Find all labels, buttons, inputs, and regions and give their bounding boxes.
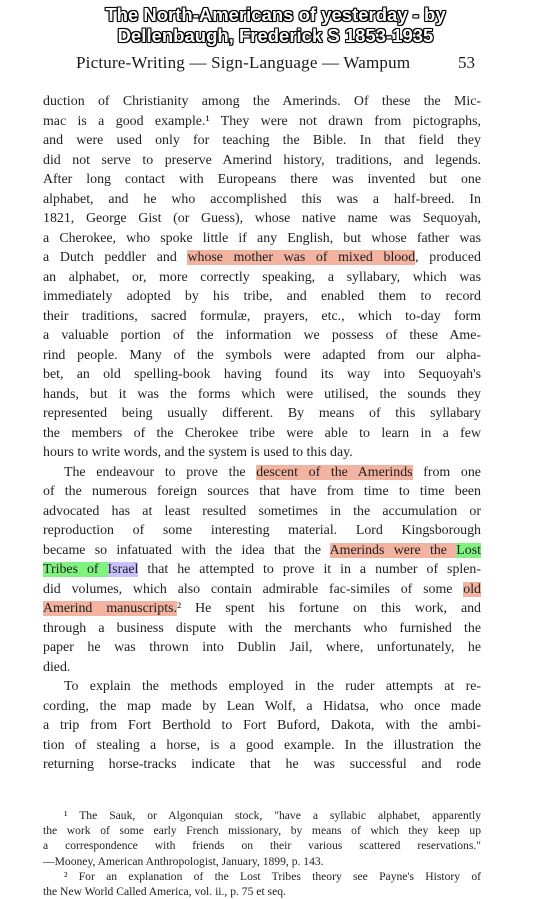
footnote-line: a correspondence with friends on their various scattered reservations.": [43, 839, 481, 853]
text-line: duction of Christianity among the Amerinds. Of these the Mic-: [43, 94, 481, 109]
text-line: represented being usually different. By means of this syllabary: [43, 406, 481, 421]
highlight-red: whose mother was of mixed blood: [187, 250, 416, 265]
document-title: [0, 4, 551, 46]
text-line: did not serve to preserve Amerind history, traditions, and legends.: [43, 152, 481, 168]
highlight-red: Amerinds were the: [329, 542, 457, 558]
highlight-blue: Israel: [107, 562, 139, 577]
text-line: advocated has at least resulted sometimes in the accumulation or: [43, 503, 481, 519]
text-line: of the numerous foreign sources that have from time to time been: [43, 484, 481, 499]
text-line: Amerind manuscripts.² He spent his fortune on this work, and: [43, 601, 482, 616]
page-number: 53: [458, 53, 475, 72]
text-line: and were used only for teaching the Bible. In that field they: [43, 133, 481, 148]
text-line: did volumes, which also contain admirable fac-similes of some old: [43, 581, 481, 597]
highlight-red: old: [463, 581, 481, 597]
text-line: a valuable portion of the information we possess of these Ame-: [43, 328, 481, 343]
text-line: After long contact with Europeans there was invented but one: [43, 172, 481, 187]
highlight-green: Tribes of: [43, 562, 108, 577]
text-line: cording, the map made by Lean Wolf, a Hidatsa, who once made: [43, 698, 481, 714]
text-line: rind people. Many of the symbols were adapted from our alpha-: [43, 347, 481, 363]
title-line-1: The North-Americans of yesterday - by: [105, 4, 446, 25]
text-line: a trip from Fort Berthold to Fort Buford, Dakota, with the ambi-: [43, 718, 481, 733]
text-line: the members of the Cherokee tribe were able to learn in a few: [43, 425, 481, 441]
footnote-line: ¹ The Sauk, or Algonquian stock, "have a syllabic alphabet, apparently: [64, 809, 481, 822]
text-line: hands, but it was the forms which were utilised, the sounds they: [43, 386, 481, 402]
text-line: became so infatuated with the idea that the Amerinds were the Lost: [43, 542, 481, 558]
footnote-line: the work of some early French missionary, by means of which they keep up: [43, 824, 481, 838]
text-line: immediately adopted by his tribe, and enabled them to record: [43, 289, 481, 304]
footnote-line: —Mooney, American Anthropologist, January, 1899, p. 143.: [43, 854, 324, 868]
text-line: alphabet, and he who accomplished this was a half-breed. In: [43, 191, 481, 207]
text-line: an alphabet, or, more correctly speaking, a syllabary, which was: [43, 269, 481, 285]
highlight-green: Lost: [456, 542, 481, 558]
text-line: bet, an old spelling-book having found its way into Sequoyah's: [43, 367, 481, 382]
text-line: died.: [43, 659, 71, 675]
text-line: Tribes of Israel that he attempted to prove it in a number of splen-: [43, 562, 482, 577]
text-line: a Dutch peddler and whose mother was of mixed blood, produced: [43, 250, 481, 265]
text-line: paper he was thrown into Dublin Jail, where, unfortunately, he: [43, 640, 481, 655]
text-line: mac is a good example.¹ They were not drawn from pictographs,: [43, 113, 481, 129]
footnote-line: ² For an explanation of the Lost Tribes theory see Payne's History of: [64, 869, 481, 883]
text-line: their traditions, sacred formulæ, prayers, etc., which to-day form: [43, 308, 481, 324]
running-head: Picture-Writing — Sign-Language — Wampum: [76, 53, 411, 72]
text-line: reproduction of some interesting material. Lord Kingsborough: [43, 523, 481, 538]
body-text: [43, 92, 481, 775]
highlight-red: descent of the Amerinds: [256, 464, 413, 480]
text-line: hours to write words, and the system is used to this day.: [43, 445, 353, 460]
highlight-red: Amerind manuscripts.: [43, 601, 177, 616]
footnote-line: the New World Called America, vol. ii., p. 75 et seq.: [43, 884, 286, 898]
text-line: tion of stealing a horse, is a good example. In the illustration the: [43, 737, 481, 753]
text-line: a Cherokee, who spoke little if any English, but whose father was: [43, 230, 481, 246]
text-line: through a business dispute with the merchants who furnished the: [43, 620, 481, 636]
footnotes: [43, 808, 481, 899]
text-line: 1821, George Gist (or Guess), whose native name was Sequoyah,: [43, 211, 481, 226]
title-line-2: Dellenbaugh, Frederick S 1853-1935: [117, 25, 434, 46]
text-line: returning horse-tracks indicate that he was successful and rode: [43, 757, 481, 772]
text-line: The endeavour to prove the descent of the Amerinds from one: [64, 464, 481, 480]
text-line: To explain the methods employed in the ruder attempts at re-: [64, 679, 481, 694]
